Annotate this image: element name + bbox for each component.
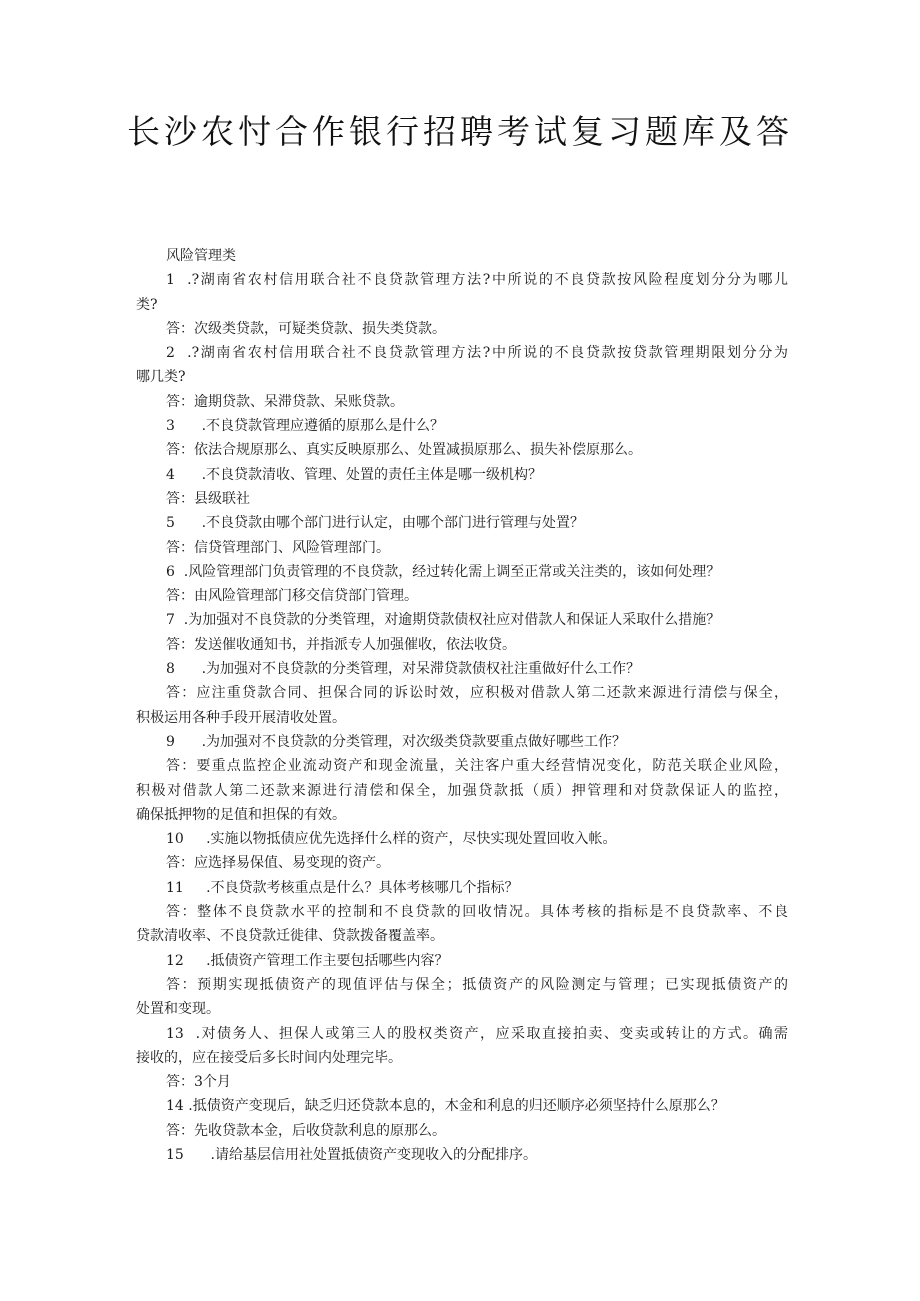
text-line: 确保抵押物的足值和担保的有效。 bbox=[136, 806, 346, 823]
text-line: 答：县级联社 bbox=[166, 490, 250, 507]
text-line: 答：逾期贷款、呆滞贷款、呆账贷款。 bbox=[166, 393, 404, 410]
text-line: 处置和变现。 bbox=[136, 1001, 220, 1018]
text-line: 12 .抵债资产管理工作主要包括哪些内容？ bbox=[166, 952, 449, 969]
text-line: 答：应选择易保值、易变现的资产。 bbox=[166, 855, 390, 872]
text-line: 9 .为加强对不良贷款的分类管理，对次级类贷款要重点做好哪些工作？ bbox=[166, 733, 627, 750]
document-body bbox=[136, 244, 788, 1167]
text-line: 14 .抵债资产变现后，缺乏归还贷款本息的，木金和利息的归还顺序必须坚持什么原那么？ bbox=[166, 1098, 725, 1115]
text-line: 11 .不良贷款考核重点是什么？具体考核哪几个指标？ bbox=[166, 879, 519, 896]
text-line: 答：信贷管理部门、风险管理部门。 bbox=[166, 539, 390, 556]
text-line: 2 .?湖南省农村信用联合社不良贷款管理方法?中所说的不良贷款按贷款管理期限划分分为 bbox=[166, 345, 788, 362]
text-line: 10 .实施以物抵债应优先选择什么样的资产，尽快实现处置回收入帐。 bbox=[166, 831, 617, 848]
text-line: 4 .不良贷款清收、管理、处置的责任主体是哪一级机构？ bbox=[166, 466, 543, 483]
text-line: 答：应注重贷款合同、担保合同的诉讼时效，应积极对借款人第二还款来源进行清偿与保全， bbox=[166, 685, 788, 702]
text-line: 哪几类? bbox=[136, 369, 186, 386]
text-line: 贷款清收率、不良贷款迁徙律、贷款拨备覆盖率。 bbox=[136, 928, 444, 945]
text-line: 答：次级类贷款，可疑类贷款、损失类贷款。 bbox=[166, 320, 446, 337]
text-line: 答：先收贷款本金，后收贷款利息的原那么。 bbox=[166, 1122, 446, 1139]
text-line: 15 .请给基层信用社处置抵债资产变现收入的分配排序。 bbox=[166, 1146, 537, 1163]
text-line: 类? bbox=[136, 296, 158, 313]
text-line: 答：预期实现抵债资产的现值评估与保全；抵债资产的风险测定与管理；已实现抵债资产的 bbox=[166, 976, 788, 993]
text-line: 接收的，应在接受后多长时间内处理完毕。 bbox=[136, 1049, 402, 1066]
text-line: 答：依法合规原那么、真实反映原那么、处置减损原那么、损失补偿原那么。 bbox=[166, 442, 642, 459]
text-line: 答：整体不良贷款水平的控制和不良贷款的回收情况。具体考核的指标是不良贷款率、不良 bbox=[166, 904, 788, 921]
document-title: 长沙农忖合作银行招聘考试复习题库及答 bbox=[127, 112, 793, 151]
text-line: 答：要重点监控企业流动资产和现金流量，关注客户重大经营情况变化，防范关联企业风险， bbox=[166, 758, 788, 775]
text-line: 1 .?湖南省农村信用联合社不良贷款管理方法?中所说的不良贷款按风险程度划分分为哪儿 bbox=[166, 272, 788, 289]
text-line: 5 .不良贷款由哪个部门进行认定，由哪个部门进行管理与处置？ bbox=[166, 515, 585, 532]
text-line: 答：3个月 bbox=[166, 1074, 231, 1091]
text-line: 13 .对债务人、担保人或第三人的股权类资产，应采取直接拍卖、变卖或转让的方式。确需 bbox=[166, 1025, 788, 1042]
text-line: 7 .为加强对不良贷款的分类管理，对逾期贷款债权社应对借款人和保证人采取什么措施？ bbox=[166, 612, 721, 629]
text-line: 风险管理类 bbox=[166, 248, 236, 264]
text-line: 6 .风险管理部门负责管理的不良贷款，经过转化需上调至正常或关注类的，该如何处理？ bbox=[166, 563, 721, 580]
text-line: 8 .为加强对不良贷款的分类管理，对呆滞贷款债权社注重做好什么工作？ bbox=[166, 661, 641, 678]
text-line: 积极对借款人第二还款来源进行清偿和保全，加强贷款抵（质）押管理和对贷款保证人的监控， bbox=[136, 782, 788, 799]
text-line: 答：发送催收通知书，并指派专人加强催收，依法收贷。 bbox=[166, 636, 516, 653]
text-line: 3 .不良贷款管理应遵循的原那么是什么？ bbox=[166, 418, 445, 435]
text-line: 答：由风险管理部门移交信贷部门管理。 bbox=[166, 588, 418, 605]
text-line: 积极运用各种手段开展清收处置。 bbox=[136, 709, 346, 726]
